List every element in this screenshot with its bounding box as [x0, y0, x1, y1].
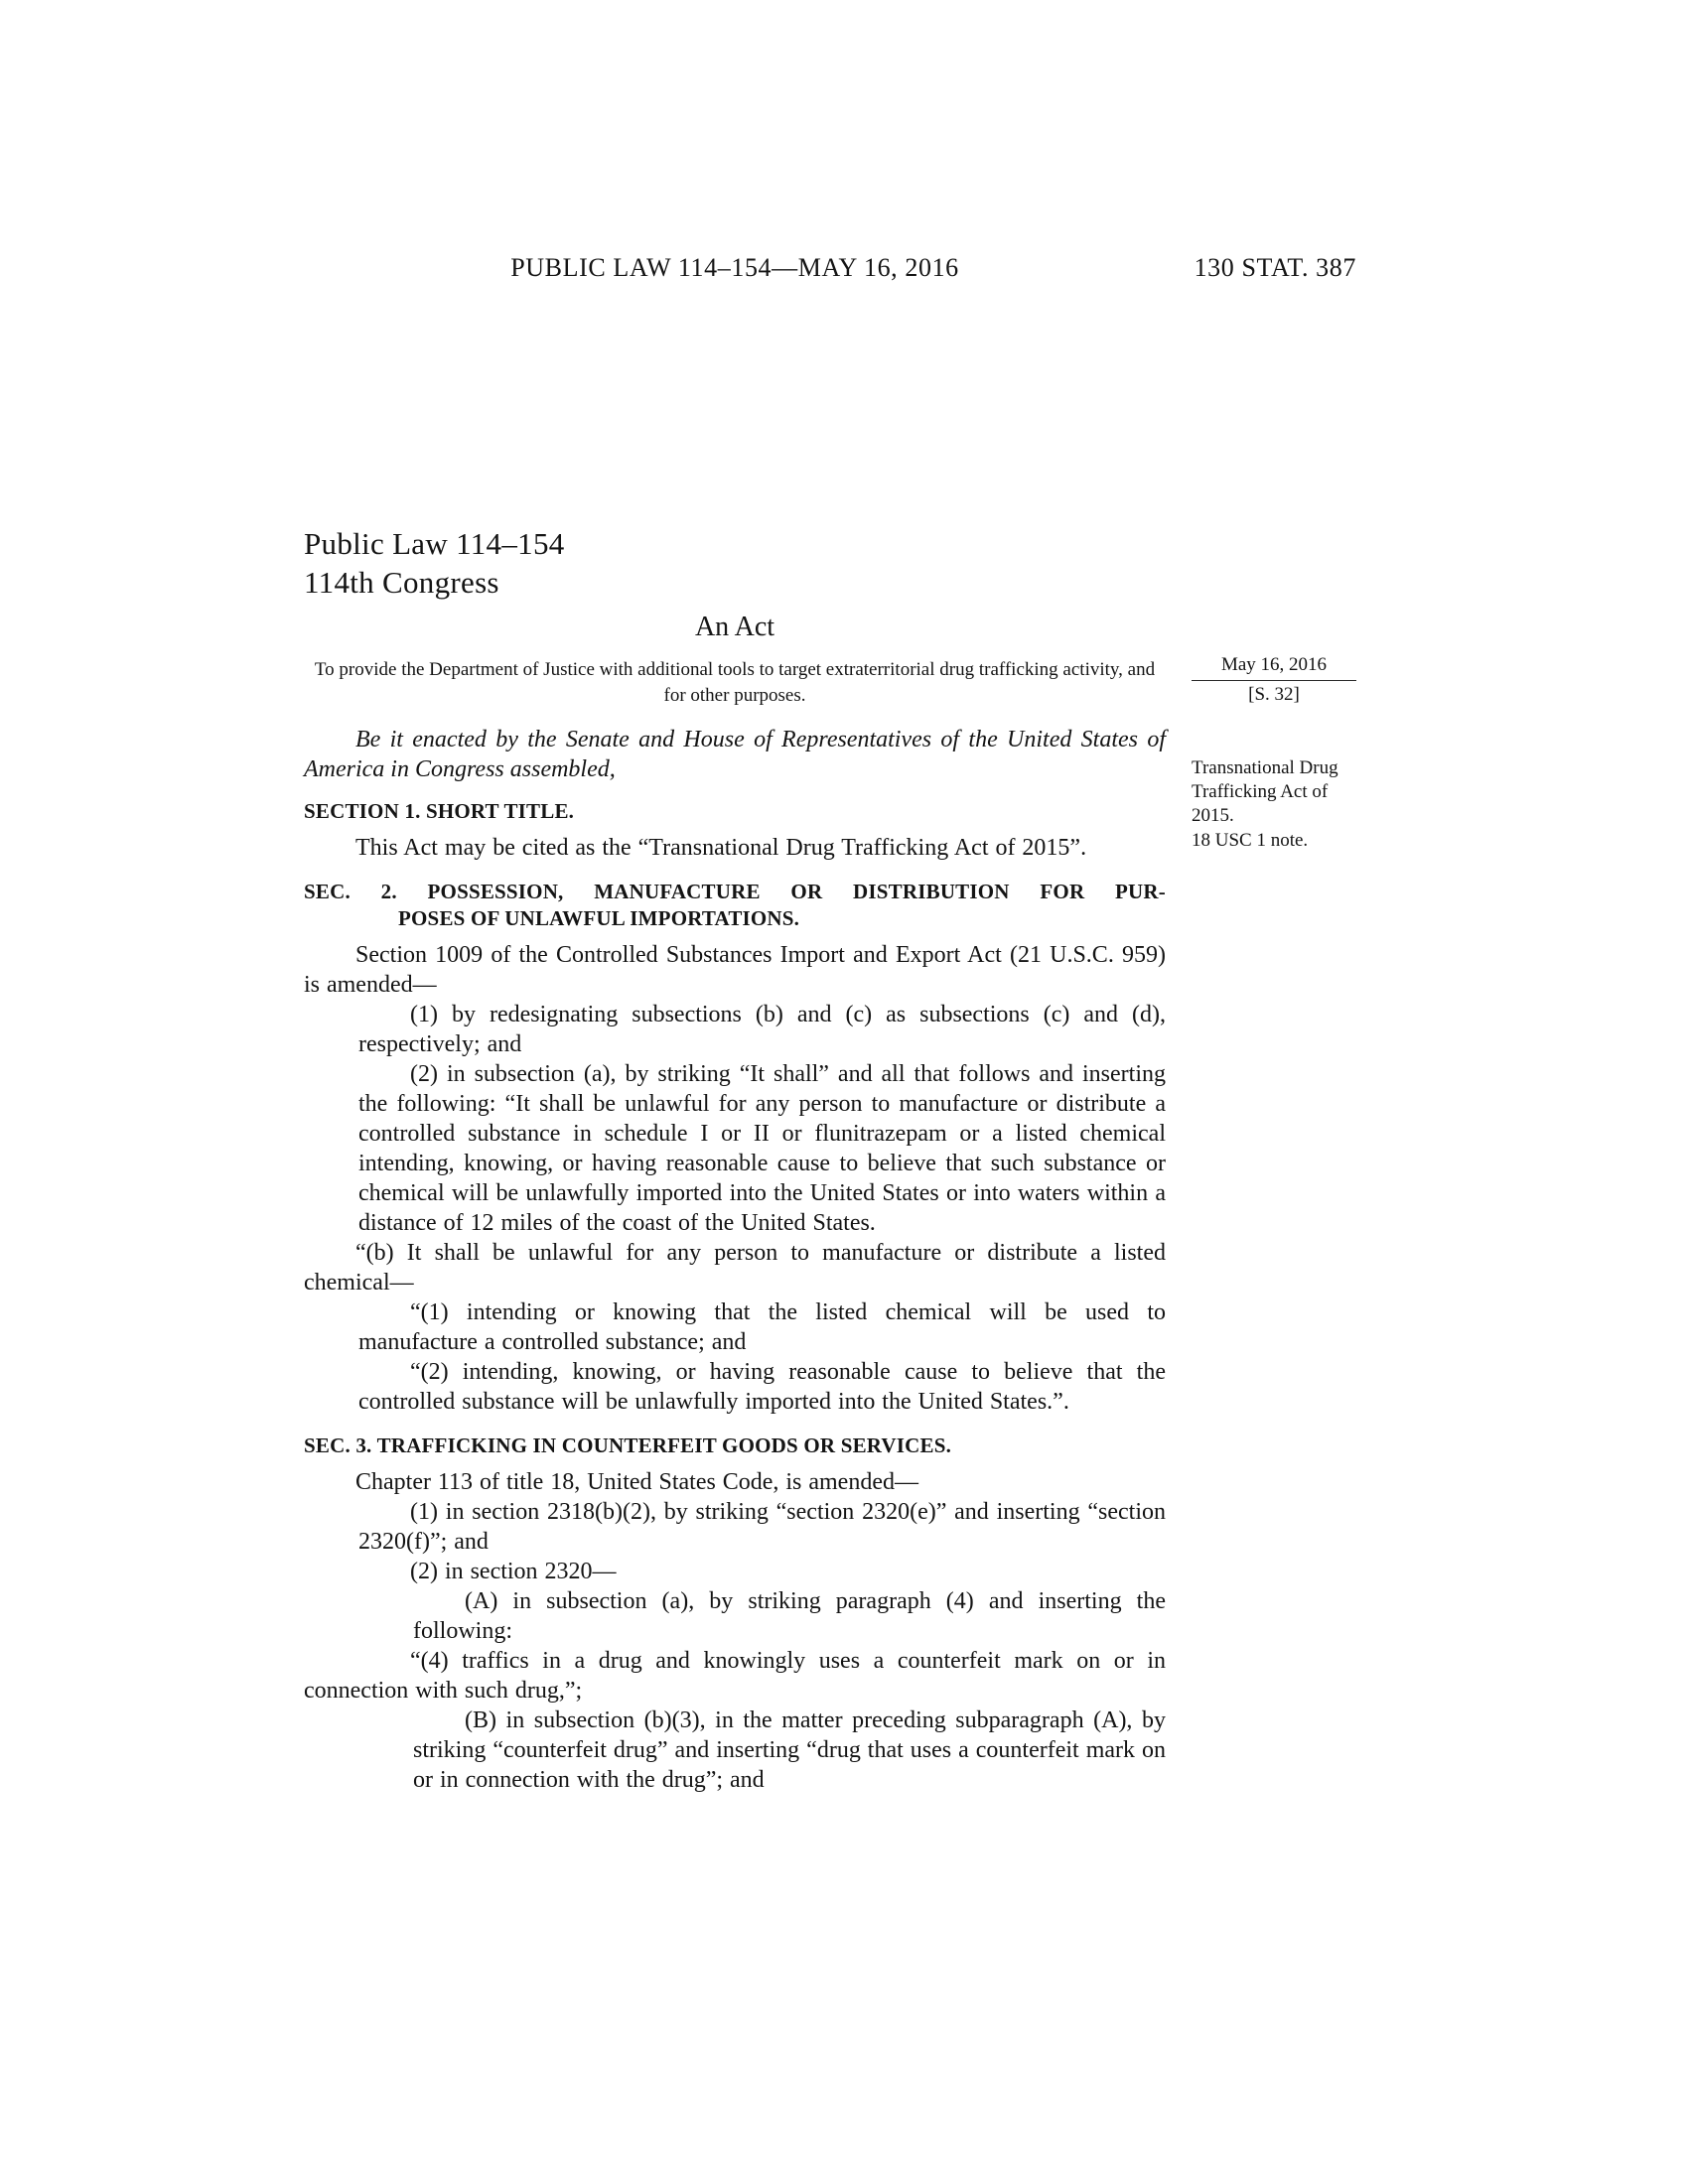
running-header	[304, 253, 1356, 287]
congress-number: 114th Congress	[304, 565, 499, 600]
section-2-heading-line-2: POSES OF UNLAWFUL IMPORTATIONS.	[398, 906, 800, 930]
margin-note-citation-block	[1192, 756, 1342, 853]
margin-note-date-block	[1192, 653, 1356, 707]
section-2-heading	[304, 879, 1166, 932]
running-header-law-line: PUBLIC LAW 114–154—MAY 16, 2016	[510, 253, 959, 282]
statute-subparagraph: (1) by redesignating subsections (b) and (c) as subsections (c) and (d), respectively; and	[358, 1002, 1166, 1057]
statute-paragraph: Section 1009 of the Controlled Substances Import and Export Act (21 U.S.C. 959) is amended—	[304, 942, 1166, 998]
margin-note-date: May 16, 2016	[1220, 654, 1328, 675]
section-3-heading: SEC. 3. TRAFFICKING IN COUNTERFEIT GOODS OR SERVICES.	[304, 1433, 952, 1457]
margin-note-rule	[1192, 680, 1356, 681]
margin-note-bill-number: [S. 32]	[1248, 684, 1300, 705]
margin-note-usc-citation: 18 USC 1 note.	[1192, 830, 1309, 851]
enacting-clause: Be it enacted by the Senate and House of Representatives of the United States of America in Congress assembled,	[304, 727, 1166, 782]
section-2-heading-line-1: SEC. 2. POSSESSION, MANUFACTURE OR DISTRIBUTION FOR PUR-	[304, 880, 1166, 903]
statute-clause: (A) in subsection (a), by striking paragraph (4) and inserting the following:	[413, 1588, 1166, 1644]
statute-subparagraph: (2) in section 2320—	[410, 1559, 617, 1584]
quoted-statute-text: “(4) traffics in a drug and knowingly uses a counterfeit mark on or in connection with such drug,”;	[304, 1648, 1166, 1704]
statute-paragraph: “(b) It shall be unlawful for any person to manufacture or distribute a listed chemical—	[304, 1240, 1166, 1296]
statute-subparagraph: (1) in section 2318(b)(2), by striking “section 2320(e)” and inserting “section 2320(f)”; and	[358, 1499, 1166, 1555]
running-header-stat-page: 130 STAT. 387	[1194, 253, 1356, 282]
statute-clause: (B) in subsection (b)(3), in the matter preceding subparagraph (A), by striking “counterfeit drug” and inserting “drug that uses a counterfeit mark on or in connection with the drug”; and	[413, 1707, 1166, 1793]
section-1-heading: SECTION 1. SHORT TITLE.	[304, 799, 575, 823]
statute-subparagraph: “(2) intending, knowing, or having reasonable cause to believe that the controlled substance will be unlawfully imported into the United States.”.	[358, 1359, 1166, 1415]
an-act-heading: An Act	[694, 612, 775, 642]
act-preamble: To provide the Department of Justice with additional tools to target extraterritorial drug trafficking activity, and for other purposes.	[314, 659, 1156, 706]
public-law-number: Public Law 114–154	[304, 526, 565, 561]
statute-subparagraph: (2) in subsection (a), by striking “It shall” and all that follows and inserting the following: “It shall be unlawful for any person to manufacture or distribute a controlled substance in schedule I or II or flunitrazepam or a listed chemical intending, knowing, or having reasonable cause to believe that such substance or chemical will be unlawfully imported into the United States or into waters within a distance of 12 miles of the coast of the United States.	[358, 1061, 1166, 1236]
main-column	[304, 524, 1166, 1795]
statute-subparagraph: “(1) intending or knowing that the listed chemical will be used to manufacture a controlled substance; and	[358, 1299, 1166, 1355]
statute-paragraph: This Act may be cited as the “Transnational Drug Trafficking Act of 2015”.	[355, 835, 1087, 861]
margin-note-short-title: Transnational Drug Trafficking Act of 2015.	[1192, 757, 1338, 826]
statute-paragraph: Chapter 113 of title 18, United States Code, is amended—	[355, 1469, 918, 1495]
